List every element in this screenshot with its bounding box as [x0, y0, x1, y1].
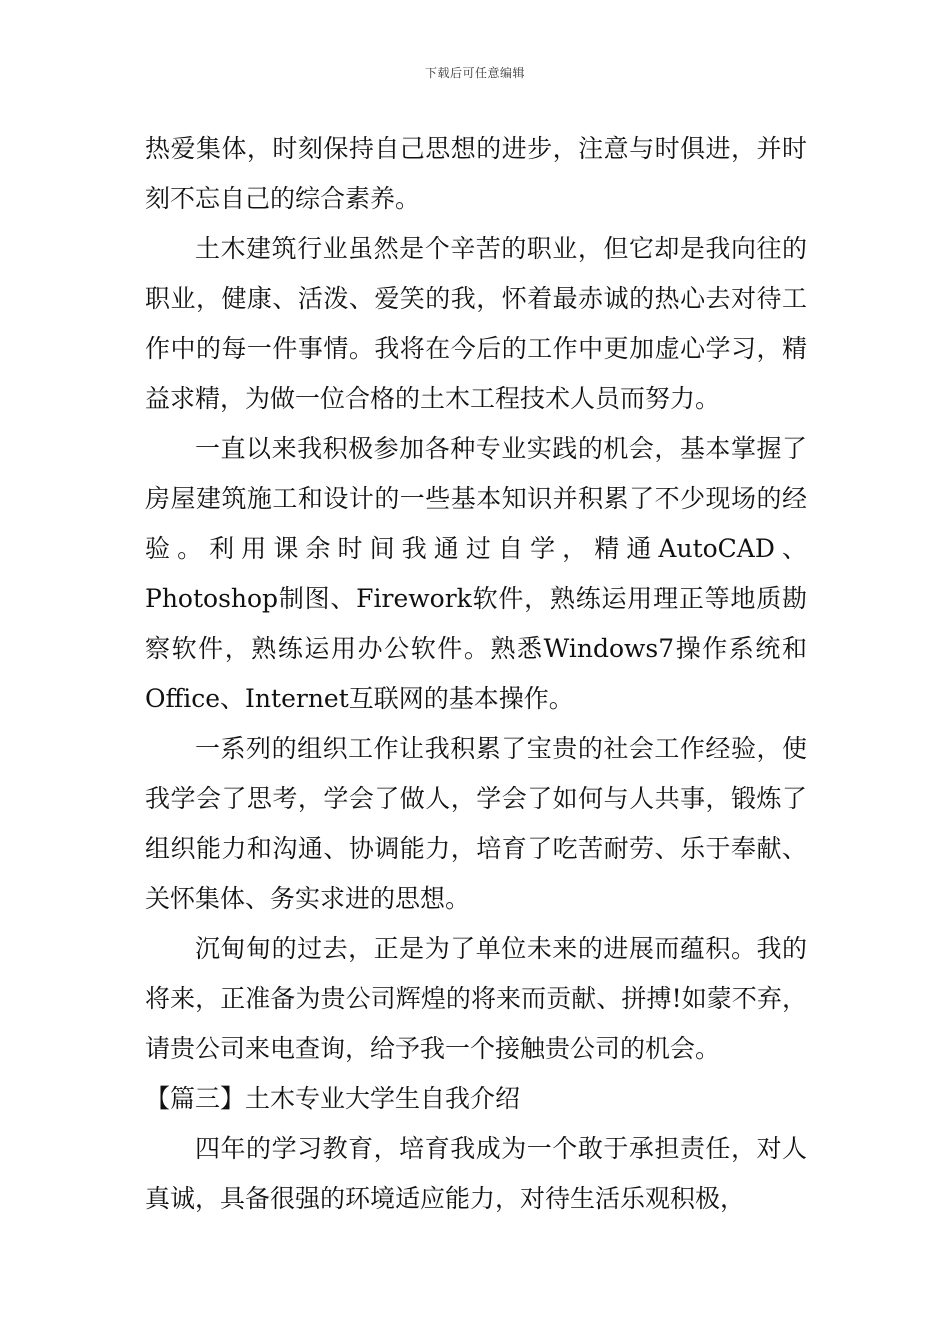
page-header-note: 下载后可任意编辑 — [424, 66, 525, 80]
paragraph: 四年的学习教育，培育我成为一个敢于承担责任，对人真诚，具备很强的环境适应能力，对待生活乐观积极， — [145, 1134, 807, 1213]
section-heading: 【篇三】土木专业大学生自我介绍 — [145, 1084, 521, 1113]
paragraph: 一直以来我积极参加各种专业实践的机会，基本掌握了房屋建筑施工和设计的一些基本知识并积累了不少现场的经验。利用课余时间我通过自学，精通AutoCAD、Photoshop制图、Firework软件，熟练运用理正等地质勘察软件，熟练运用办公软件。熟悉Windows7操作系统和Office、Internet互联网的基本操作。 — [145, 434, 807, 713]
paragraph: 沉甸甸的过去，正是为了单位未来的进展而蕴积。我的将来，正准备为贵公司辉煌的将来而贡献、拼搏!如蒙不弃，请贵公司来电查询，给予我一个接触贵公司的机会。 — [145, 934, 807, 1063]
document-body — [145, 124, 807, 1224]
paragraph: 一系列的组织工作让我积累了宝贵的社会工作经验，使我学会了思考，学会了做人，学会了如何与人共事，锻炼了组织能力和沟通、协调能力，培育了吃苦耐劳、乐于奉献、关怀集体、务实求进的思想。 — [145, 734, 807, 913]
paragraph: 土木建筑行业虽然是个辛苦的职业，但它却是我向往的职业，健康、活泼、爱笑的我，怀着最赤诚的热心去对待工作中的每一件事情。我将在今后的工作中更加虚心学习，精益求精，为做一位合格的土木工程技术人员而努力。 — [145, 234, 807, 413]
paragraph-continued: 热爱集体，时刻保持自己思想的进步，注意与时俱进，并时刻不忘自己的综合素养。 — [145, 134, 807, 213]
